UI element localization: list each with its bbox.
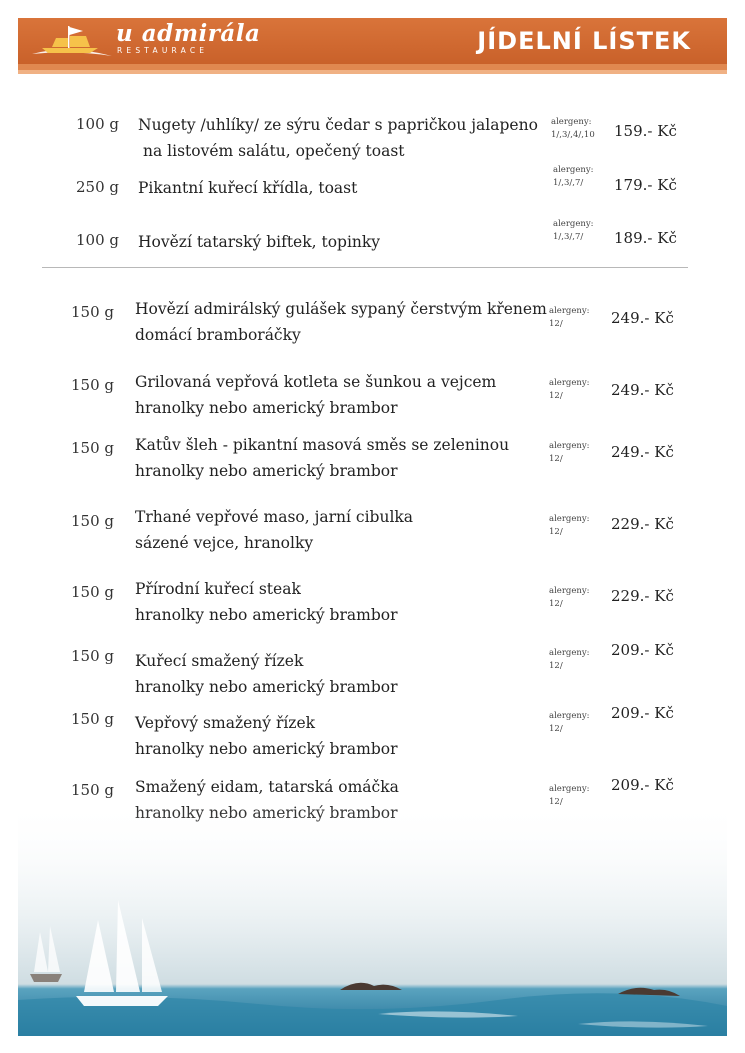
item-allergens: [549, 377, 590, 403]
item-line1: Katův šleh - pikantní masová směs se zeleninou: [135, 436, 510, 454]
sea-ship-illustration: [18, 800, 727, 1036]
item-line2: domácí bramboráčky: [135, 326, 301, 344]
item-price: 209.- Kč: [611, 776, 674, 794]
page-title: JÍDELNÍ LÍSTEK: [477, 27, 691, 55]
allergen-label: alergeny:: [549, 306, 590, 316]
item-allergens: [553, 164, 594, 190]
allergen-label: alergeny:: [549, 514, 590, 524]
item-weight: 100 g: [76, 115, 120, 133]
item-line1: Hovězí admirálský gulášek sypaný čerstvým křenem: [135, 300, 547, 318]
item-description: [135, 648, 398, 700]
ship-logo-icon: [28, 22, 114, 62]
item-price: 229.- Kč: [611, 587, 674, 605]
item-line2: hranolky nebo americký brambor: [135, 399, 398, 417]
item-description: [135, 296, 547, 348]
item-line1: Smažený eidam, tatarská omáčka: [135, 778, 399, 796]
item-price: 179.- Kč: [614, 176, 677, 194]
section-divider: [42, 267, 688, 268]
allergen-label: alergeny:: [549, 648, 590, 658]
item-price: 189.- Kč: [614, 229, 677, 247]
allergen-label: alergeny:: [553, 165, 594, 175]
item-allergens: [549, 710, 590, 736]
item-line2: hranolky nebo americký brambor: [135, 606, 398, 624]
logo-subtitle: RESTAURACE: [117, 46, 209, 55]
item-allergens: [549, 513, 590, 539]
item-allergens: [549, 585, 590, 611]
item-weight: 150 g: [71, 303, 115, 321]
item-allergens: [549, 440, 590, 466]
item-weight: 100 g: [76, 231, 120, 249]
item-description: [135, 504, 413, 556]
allergen-codes: 12/: [549, 724, 563, 734]
item-weight: 150 g: [71, 376, 115, 394]
item-line2: hranolky nebo americký brambor: [135, 740, 398, 758]
item-allergens: [551, 116, 595, 142]
item-description: [138, 229, 380, 255]
allergen-codes: 12/: [549, 599, 563, 609]
item-weight: 150 g: [71, 583, 115, 601]
allergen-codes: 12/: [549, 319, 563, 329]
allergen-codes: 1/,3/,7/: [553, 232, 584, 242]
item-line2: hranolky nebo americký brambor: [135, 678, 398, 696]
item-line1: Nugety /uhlíky/ ze sýru čedar s papričkou jalapeno: [138, 116, 538, 134]
allergen-label: alergeny:: [549, 441, 590, 451]
item-price: 229.- Kč: [611, 515, 674, 533]
logo-name: u admirála: [116, 20, 261, 47]
header-stripe-light: [18, 70, 727, 74]
item-description: [135, 710, 398, 762]
item-description: [138, 112, 538, 164]
item-weight: 250 g: [76, 178, 120, 196]
item-line2: hranolky nebo americký brambor: [135, 462, 398, 480]
item-price: 249.- Kč: [611, 309, 674, 327]
allergen-label: alergeny:: [553, 219, 594, 229]
item-line2: na listovém salátu, opečený toast: [143, 142, 405, 160]
item-price: 159.- Kč: [614, 122, 677, 140]
item-description: [138, 175, 357, 201]
item-line1: Vepřový smažený řízek: [135, 714, 316, 732]
item-line1: Trhané vepřové maso, jarní cibulka: [135, 508, 414, 526]
allergen-codes: 12/: [549, 527, 563, 537]
item-description: [135, 369, 496, 421]
item-allergens: [553, 218, 594, 244]
item-weight: 150 g: [71, 647, 115, 665]
item-line1: Přírodní kuřecí steak: [135, 580, 301, 598]
item-description: [135, 576, 398, 628]
item-weight: 150 g: [71, 710, 115, 728]
item-allergens: [549, 305, 590, 331]
item-line1: Hovězí tatarský biftek, topinky: [138, 233, 381, 251]
allergen-codes: 1/,3/,4/,10: [551, 130, 595, 140]
allergen-codes: 12/: [549, 454, 563, 464]
allergen-label: alergeny:: [549, 586, 590, 596]
allergen-label: alergeny:: [549, 711, 590, 721]
allergen-codes: 12/: [549, 661, 563, 671]
item-description: [135, 432, 509, 484]
item-price: 249.- Kč: [611, 443, 674, 461]
item-weight: 150 g: [71, 781, 115, 799]
item-price: 249.- Kč: [611, 381, 674, 399]
allergen-label: alergeny:: [551, 117, 592, 127]
item-line1: Grilovaná vepřová kotleta se šunkou a vejcem: [135, 373, 497, 391]
item-line1: Pikantní kuřecí křídla, toast: [138, 179, 358, 197]
allergen-label: alergeny:: [549, 784, 590, 794]
item-line1: Kuřecí smažený řízek: [135, 652, 304, 670]
item-price: 209.- Kč: [611, 641, 674, 659]
item-weight: 150 g: [71, 439, 115, 457]
item-price: 209.- Kč: [611, 704, 674, 722]
allergen-codes: 1/,3/,7/: [553, 178, 584, 188]
item-line2: sázené vejce, hranolky: [135, 534, 314, 552]
allergen-codes: 12/: [549, 391, 563, 401]
allergen-label: alergeny:: [549, 378, 590, 388]
item-weight: 150 g: [71, 512, 115, 530]
item-allergens: [549, 647, 590, 673]
